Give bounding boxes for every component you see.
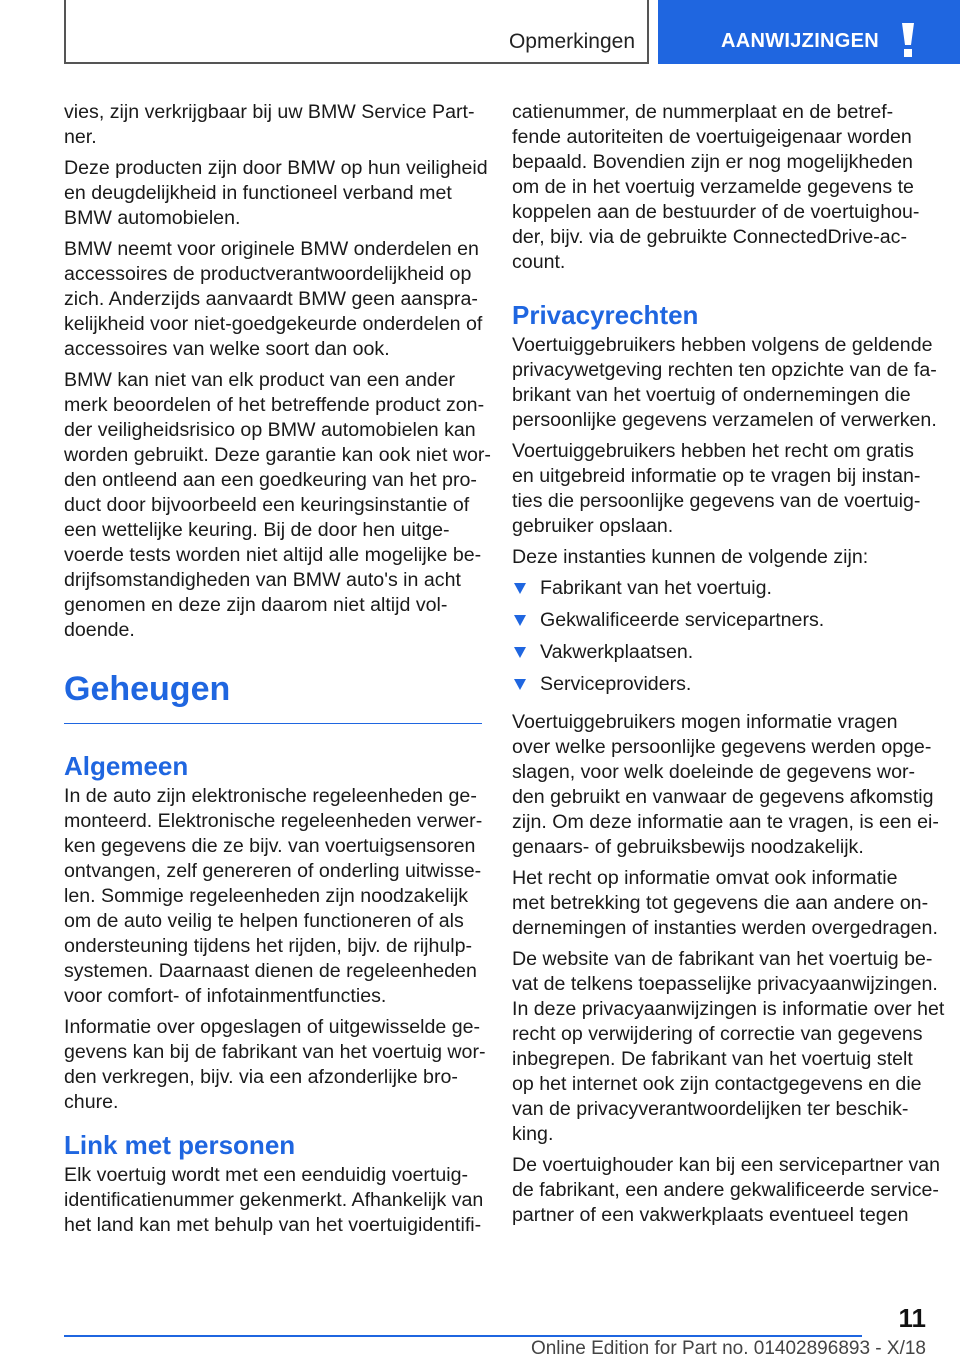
text-line: ondersteuning tijdens het rijden, bijv. de rijhulp-: [64, 935, 473, 957]
list-item: [512, 576, 930, 608]
triangle-bullet-icon: [514, 615, 526, 626]
text-line: gevens kan bij de fabrikant van het voertuig wor-: [64, 1041, 486, 1063]
text-line: en uitgebreid informatie op te vragen bij instan-: [512, 465, 921, 487]
list-item: [512, 608, 930, 640]
text-line: het land kan met behulp van het voertuigidentifi-: [64, 1214, 482, 1236]
text-line: fende autoriteiten de voertuigeigenaar worden: [512, 126, 912, 148]
edition-text: Online Edition for Part no. 01402896893 - X/18: [530, 1338, 926, 1359]
text-line: een wettelijke keuring. Bij de door hen uitge-: [64, 519, 450, 541]
list-item-label: Serviceproviders.: [540, 673, 692, 695]
intro-text: [64, 100, 491, 643]
text-line: identificatienummer gekenmerkt. Afhankelijk van: [64, 1189, 484, 1211]
list-item: [512, 640, 930, 672]
instances-list: [512, 576, 930, 704]
text-line: merk beoordelen of het betreffende product zon-: [64, 394, 485, 416]
text-line: vat de telkens toepasselijke privacyaanwijzingen.: [512, 973, 938, 995]
text-line: de fabrikant, een andere gekwalificeerde service-: [512, 1179, 939, 1201]
paragraph: [512, 333, 937, 433]
text-line: om de auto veilig te helpen functioneren of als: [64, 910, 464, 932]
text-line: der, bijv. via de gebruikte ConnectedDrive-ac-: [512, 226, 907, 248]
list-item-label: Fabrikant van het voertuig.: [540, 577, 772, 599]
section-tab: [64, 0, 649, 64]
text-line: ken gegevens die ze bijv. van voertuigsensoren: [64, 835, 476, 857]
text-line: gebruiker opslaan.: [512, 515, 674, 537]
text-line: BMW kan niet van elk product van een ander: [64, 369, 456, 391]
text-line: Voertuiggebruikers hebben het recht om gratis: [512, 440, 914, 462]
paragraph: [512, 545, 930, 570]
text-line: accessoires de productverantwoordelijkheid op: [64, 263, 472, 285]
paragraph: [512, 947, 945, 1147]
text-line: persoonlijke gegevens verzamelen of verwerken.: [512, 409, 937, 431]
paragraph: [64, 156, 488, 231]
text-line: Elk voertuig wordt met een eenduidig voertuig-: [64, 1164, 469, 1186]
section-heading-algemeen: Algemeen: [64, 751, 189, 781]
text-line: len. Sommige regeleenheden zijn noodzakelijk: [64, 885, 469, 907]
text-line: In deze privacyaanwijzingen is informatie over het: [512, 998, 945, 1020]
text-line: voor comfort- of infotainmentfuncties.: [64, 985, 387, 1007]
list-item-label: Vakwerkplaatsen.: [540, 641, 694, 663]
text-line: ner.: [64, 126, 97, 148]
text-line: Informatie over opgeslagen of uitgewisselde ge-: [64, 1016, 481, 1038]
text-line: Het recht op informatie omvat ook informatie: [512, 867, 898, 889]
text-line: Deze instanties kunnen de volgende zijn:: [512, 546, 869, 568]
text-line: In de auto zijn elektronische regeleenheden ge-: [64, 785, 477, 807]
paragraph: [512, 866, 938, 941]
text-line: partner of een vakwerkplaats eventueel tegen: [512, 1204, 909, 1226]
text-line: BMW automobielen.: [64, 207, 241, 229]
text-line: Voertuiggebruikers mogen informatie vragen: [512, 711, 898, 733]
text-line: De voertuighouder kan bij een servicepartner van: [512, 1154, 941, 1176]
text-line: ties die persoonlijke gegevens van de voertuig-: [512, 490, 921, 512]
text-line: op het internet ook zijn contactgegevens en die: [512, 1073, 922, 1095]
text-line: catienummer, de nummerplaat en de betref-: [512, 101, 894, 123]
section-text-link-met-personen: [64, 1163, 482, 1238]
text-line: monteerd. Elektronische regeleenheden verwer-: [64, 810, 483, 832]
text-line: king.: [512, 1123, 554, 1145]
paragraph: [512, 100, 930, 275]
text-line: systemen. Daarnaast dienen de regeleenheden: [64, 960, 477, 982]
text-line: count.: [512, 251, 566, 273]
text-line: den gebruikt en vanwaar de gegevens afkomstig: [512, 786, 934, 808]
paragraph: [512, 439, 930, 539]
text-line: ontvangen, zelf genereren of onderling uitwisse-: [64, 860, 482, 882]
section-text-privacyrechten: [512, 333, 937, 570]
list-item: [512, 672, 930, 704]
paragraph: [64, 368, 491, 643]
text-line: Deze producten zijn door BMW op hun veiligheid: [64, 157, 488, 179]
text-line: doende.: [64, 619, 135, 641]
text-line: privacywetgeving rechten ten opzichte van de fa-: [512, 359, 937, 381]
paragraph: [512, 1153, 941, 1228]
text-line: kelijkheid voor niet-goedgekeurde onderdelen of: [64, 313, 483, 335]
chapter-tab-label: AANWIJZINGEN: [721, 30, 880, 52]
text-line: slagen, voor welk doeleinde de gegevens wor-: [512, 761, 916, 783]
text-line: brikant van het voertuig of ondernemingen die: [512, 384, 911, 406]
paragraph: [64, 784, 482, 1009]
text-line: recht op verwijdering of correctie van gegevens: [512, 1023, 923, 1045]
text-line: genaars- of gebruiksbewijs noodzakelijk.: [512, 836, 864, 858]
section-tab-label: Opmerkingen: [508, 30, 635, 53]
text-line: voerde tests worden niet altijd alle mogelijke be-: [64, 544, 482, 566]
section-heading-privacyrechten: Privacyrechten: [512, 300, 699, 330]
exclamation-icon: [896, 23, 920, 57]
text-line: BMW neemt voor originele BMW onderdelen en: [64, 238, 479, 260]
section-text-privacyrechten-cont: [512, 710, 945, 1228]
list-item-label: Gekwalificeerde servicepartners.: [540, 609, 825, 631]
triangle-bullet-icon: [514, 679, 526, 690]
text-line: dernemingen of instanties werden overgedragen.: [512, 917, 938, 939]
triangle-bullet-icon: [514, 583, 526, 594]
text-line: inbegrepen. De fabrikant van het voertuig stelt: [512, 1048, 913, 1070]
page-number: 11: [898, 1303, 926, 1333]
text-line: om de in het voertuig verzamelde gegevens te: [512, 176, 914, 198]
text-line: De website van de fabrikant van het voertuig be-: [512, 948, 933, 970]
paragraph: [64, 1163, 482, 1238]
text-line: accessoires van welke soort dan ook.: [64, 338, 390, 360]
text-line: zich. Anderzijds aanvaardt BMW geen aanspra-: [64, 288, 478, 310]
text-line: chure.: [64, 1091, 119, 1113]
section-heading-link-met-personen: Link met personen: [64, 1130, 296, 1160]
text-line: der veiligheidsrisico op BMW automobielen kan: [64, 419, 476, 441]
paragraph: [64, 1015, 486, 1115]
text-line: zijn. Om deze informatie aan te vragen, is een ei-: [512, 811, 939, 833]
text-line: met betrekking tot gegevens die aan andere on-: [512, 892, 929, 914]
text-line: over welke persoonlijke gegevens werden opge-: [512, 736, 932, 758]
text-line: Voertuiggebruikers hebben volgens de geldende: [512, 334, 933, 356]
text-line: van de privacyverantwoordelijken ter beschik-: [512, 1098, 909, 1120]
paragraph: [512, 710, 939, 860]
paragraph: [64, 237, 482, 362]
section-text-algemeen: [64, 784, 486, 1115]
text-line: vies, zijn verkrijgbaar bij uw BMW Service Part-: [64, 101, 475, 123]
left-column: [64, 100, 491, 1244]
text-line: duct door bijvoorbeeld een keuringsinstantie of: [64, 494, 470, 516]
text-line: bepaald. Bovendien zijn er nog mogelijkheden: [512, 151, 913, 173]
right-column: [512, 100, 945, 1234]
continued-text: [512, 100, 930, 275]
triangle-bullet-icon: [514, 647, 526, 658]
chapter-title: Geheugen: [64, 669, 482, 724]
text-line: den verkregen, bijv. via een afzonderlijke bro-: [64, 1066, 458, 1088]
text-line: drijfsomstandigheden van BMW auto's in acht: [64, 569, 461, 591]
text-line: koppelen aan de bestuurder of de voertuighou-: [512, 201, 920, 223]
text-line: genomen en deze zijn daarom niet altijd vol-: [64, 594, 448, 616]
paragraph: [64, 100, 482, 150]
text-line: den ontleend aan een goedkeuring van het pro-: [64, 469, 477, 491]
text-line: en deugdelijkheid in functioneel verband met: [64, 182, 452, 204]
text-line: worden gebruikt. Deze garantie kan ook niet wor-: [64, 444, 491, 466]
footer-rule: [64, 1335, 862, 1337]
